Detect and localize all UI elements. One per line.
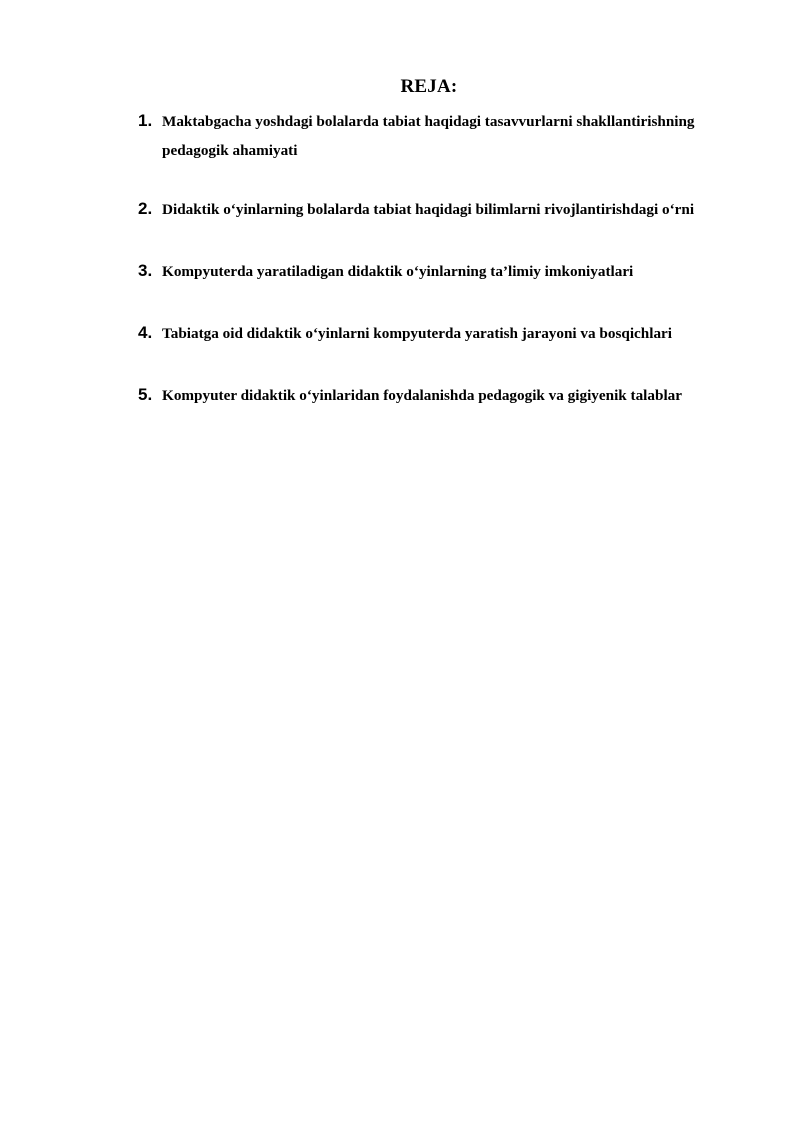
list-item-number: 4. — [138, 323, 153, 342]
list-item — [138, 110, 738, 165]
list-item-number: 1. — [138, 111, 153, 130]
list-item — [138, 198, 738, 224]
list-item-text: Kompyuterda yaratiladigan didaktik o‘yinlarning ta’limiy imkoniyatlari — [162, 263, 634, 280]
list-item — [138, 260, 738, 286]
list-item-number: 5. — [138, 385, 153, 404]
list-item-text: Tabiatga oid didaktik o‘yinlarni kompyuterda yaratish jarayoni va bosqichlari — [162, 325, 672, 342]
list-item-text: Didaktik o‘yinlarning bolalarda tabiat haqidagi bilimlarni rivojlantirishdagi o‘rni — [162, 201, 695, 218]
plan-list — [138, 110, 738, 410]
list-item — [138, 384, 738, 410]
list-item-number: 3. — [138, 261, 153, 280]
page-title: REJA: — [400, 76, 458, 97]
list-item-text: Maktabgacha yoshdagi bolalarda tabiat haqidagi tasavvurlarni shakllantirishning pedagogik ahamiyati — [162, 113, 695, 159]
list-item-text: Kompyuter didaktik o‘yinlaridan foydalanishda pedagogik va gigiyenik talablar — [162, 387, 683, 404]
list-item — [138, 322, 738, 348]
list-item-number: 2. — [138, 199, 153, 218]
